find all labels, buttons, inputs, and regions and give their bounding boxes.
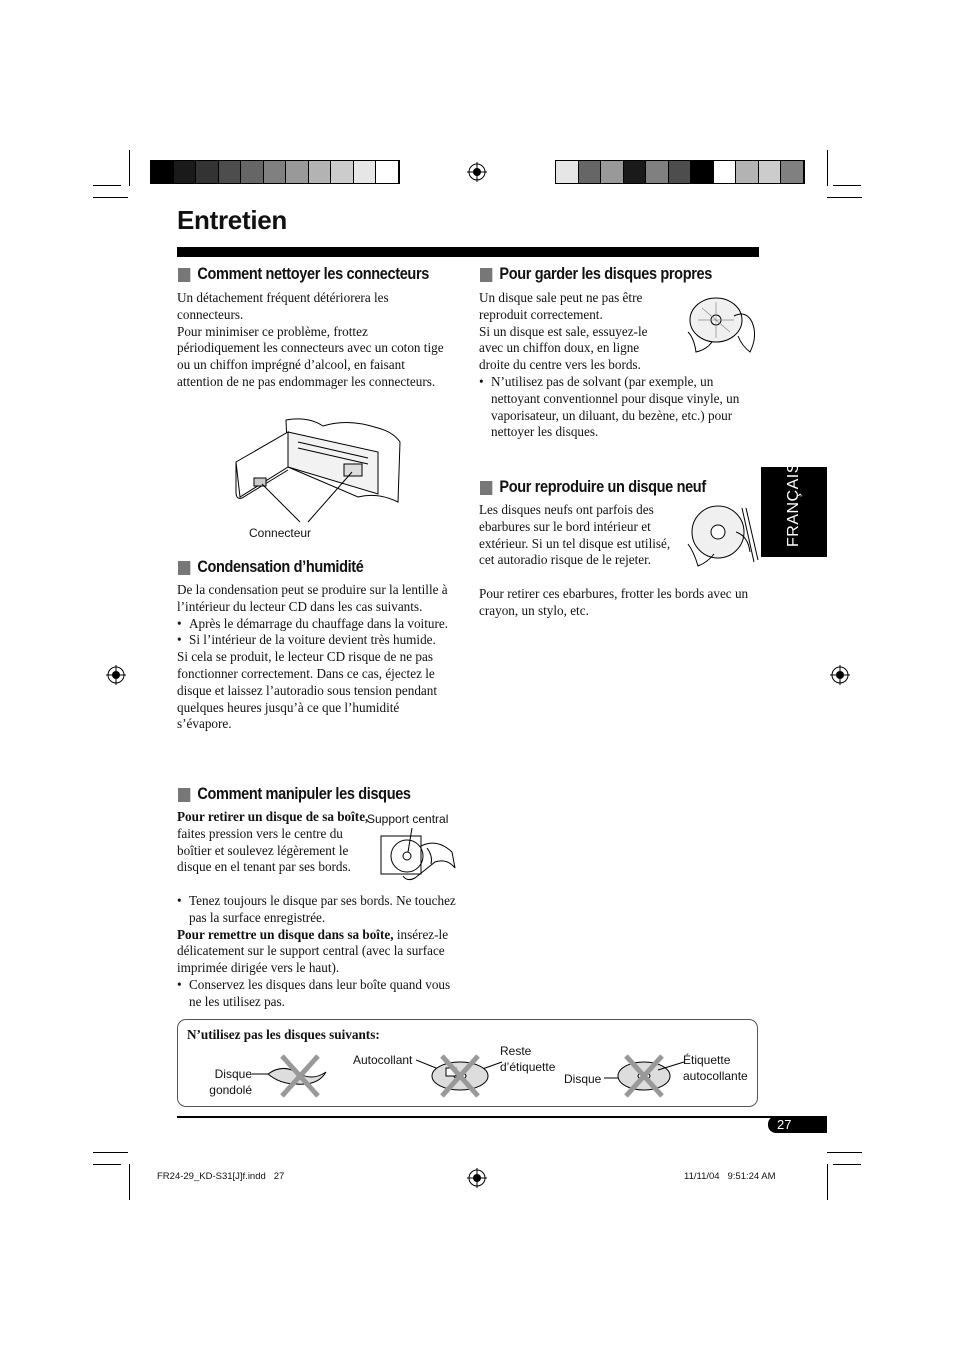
neuf-text-top: Les disques neufs ont parfois des ebarbures sur le bord intérieur et extérieur. Si un tel disque est utilisé, cet autoradio risque de le rejeter. — [479, 502, 671, 568]
propres-text-bottom: • N’utilisez pas de solvant (par exemple, un nettoyant conventionnel pour disque vinyle, un vaporisateur, un diluant, du bezène, etc.) pour nettoyer les disques. — [479, 374, 759, 441]
color-swatch — [759, 161, 782, 183]
crop-mark — [93, 1164, 121, 1165]
crop-mark — [129, 150, 130, 186]
section-heading-neuf: Pour reproduire un disque neuf — [480, 478, 706, 497]
section-heading-propres: Pour garder les disques propres — [480, 265, 712, 284]
heading-square-icon — [480, 481, 492, 495]
support-central-label: Support central — [367, 812, 449, 826]
color-swatch — [264, 161, 287, 183]
connecteurs-text: Un détachement fréquent détériorera les connecteurs. Pour minimiser ce problème, frottez périodiquement les connecteurs avec un coton tige ou un chiffon imprégné d’alcool, en faisant attention de ne pas endommager les connecteurs. — [177, 290, 444, 389]
connecteur-label: Connecteur — [249, 526, 312, 540]
section-heading-connecteurs: Comment nettoyer les connecteurs — [178, 265, 429, 284]
color-swatch — [736, 161, 759, 183]
color-swatch — [669, 161, 692, 183]
manipuler-text-top: Pour retirer un disque de sa boîte, faites pression vers le centre du boîtier et soulevez légèrement le disque en el tenant par ses bords. — [177, 809, 369, 875]
heading-square-icon — [178, 561, 190, 575]
condensation-text: De la condensation peut se produire sur la lentille à l’intérieur du lecteur CD dans les cas suivants. • Après le démarrage du chauffage dans la voiture. • Si l’intérieur de la voiture devient très humide. Si cela se produit, le lecteur CD risque de ne pas fonctionner correctement. Dans ce cas, éjectez le disque et laissez l’autoradio sous tension pendant quelques heures jusqu’à ce que l’humidité s’évapore. — [177, 582, 457, 733]
warped-disc-icon — [252, 1052, 334, 1098]
color-swatch — [714, 161, 737, 183]
language-tab — [761, 462, 827, 557]
crop-mark — [833, 185, 861, 186]
crop-mark — [827, 197, 862, 198]
color-swatch — [646, 161, 669, 183]
color-swatch — [174, 161, 197, 183]
sticker-disc-icon — [416, 1052, 506, 1098]
color-swatch — [556, 161, 579, 183]
registration-mark-icon — [830, 665, 850, 685]
sticker-label: Autocollant — [353, 1053, 413, 1067]
registration-mark-icon — [467, 1168, 487, 1188]
heading-square-icon — [480, 268, 492, 282]
disc-cleaning-illustration — [684, 292, 760, 362]
color-calibration-bar-right — [555, 160, 805, 184]
disc-label: Disque — [564, 1072, 602, 1086]
section-heading-manipuler: Comment manipuler les disques — [178, 785, 411, 804]
crop-mark — [93, 197, 128, 198]
connector-illustration — [228, 412, 408, 530]
crop-mark — [833, 1164, 861, 1165]
color-calibration-bar-left — [150, 160, 400, 184]
color-swatch — [331, 161, 354, 183]
crop-mark — [827, 1152, 862, 1153]
propres-text-top: Un disque sale peut ne pas être reproduit correctement. Si un disque est sale, essuyez-le avec un chiffon doux, en ligne droite du centre vers les bords. — [479, 290, 648, 373]
color-swatch — [151, 161, 174, 183]
page-number: 27 — [777, 1117, 792, 1132]
label-disc-icon — [604, 1052, 686, 1098]
title-rule — [177, 247, 759, 257]
neuf-text-bottom: Pour retirer ces ebarbures, frotter les bords avec un crayon, un stylo, etc. — [479, 586, 749, 618]
crop-mark — [827, 1164, 828, 1200]
color-swatch — [354, 161, 377, 183]
bottom-rule — [177, 1116, 827, 1118]
color-swatch — [196, 161, 219, 183]
color-swatch — [286, 161, 309, 183]
footer-timestamp: 11/11/04 9:51:24 AM — [684, 1171, 776, 1182]
color-swatch — [579, 161, 602, 183]
color-swatch — [219, 161, 242, 183]
new-disc-illustration — [684, 502, 760, 570]
registration-mark-icon — [467, 162, 487, 182]
section-heading-condensation: Condensation d’humidité — [178, 558, 364, 577]
registration-mark-icon — [106, 665, 126, 685]
language-tab-label: FRANÇAIS — [785, 462, 802, 547]
page-number-tab — [768, 1116, 827, 1133]
page-title: Entretien — [177, 205, 287, 235]
disc-case-illustration — [377, 828, 457, 886]
color-swatch — [309, 161, 332, 183]
color-swatch — [376, 161, 399, 183]
heading-square-icon — [178, 788, 190, 802]
heading-square-icon — [178, 268, 190, 282]
color-swatch — [691, 161, 714, 183]
color-swatch — [781, 161, 804, 183]
manipuler-text-bottom: • Tenez toujours le disque par ses bords. Ne touchez pas la surface enregistrée. Pour remettre un disque dans sa boîte, insérez-le délicatement sur le support central (avec la surface imprimée dirigée vers le haut). • Conservez les disques dans leur boîte quand vous ne les utilisez pas. — [177, 893, 457, 1011]
warped-disc-label: Disque gondolé — [209, 1067, 252, 1097]
crop-mark — [93, 1152, 128, 1153]
crop-mark — [129, 1164, 130, 1200]
label-sticker-label: Étiquette autocollante — [683, 1053, 748, 1083]
color-swatch — [624, 161, 647, 183]
crop-mark — [93, 185, 121, 186]
label-residue-label: Reste d’étiquette — [500, 1044, 556, 1074]
color-swatch — [601, 161, 624, 183]
color-swatch — [241, 161, 264, 183]
footer-filename: FR24-29_KD-S31[J]f.indd 27 — [157, 1171, 285, 1182]
warning-box-title: N’utilisez pas les disques suivants: — [187, 1027, 380, 1042]
crop-mark — [827, 150, 828, 186]
